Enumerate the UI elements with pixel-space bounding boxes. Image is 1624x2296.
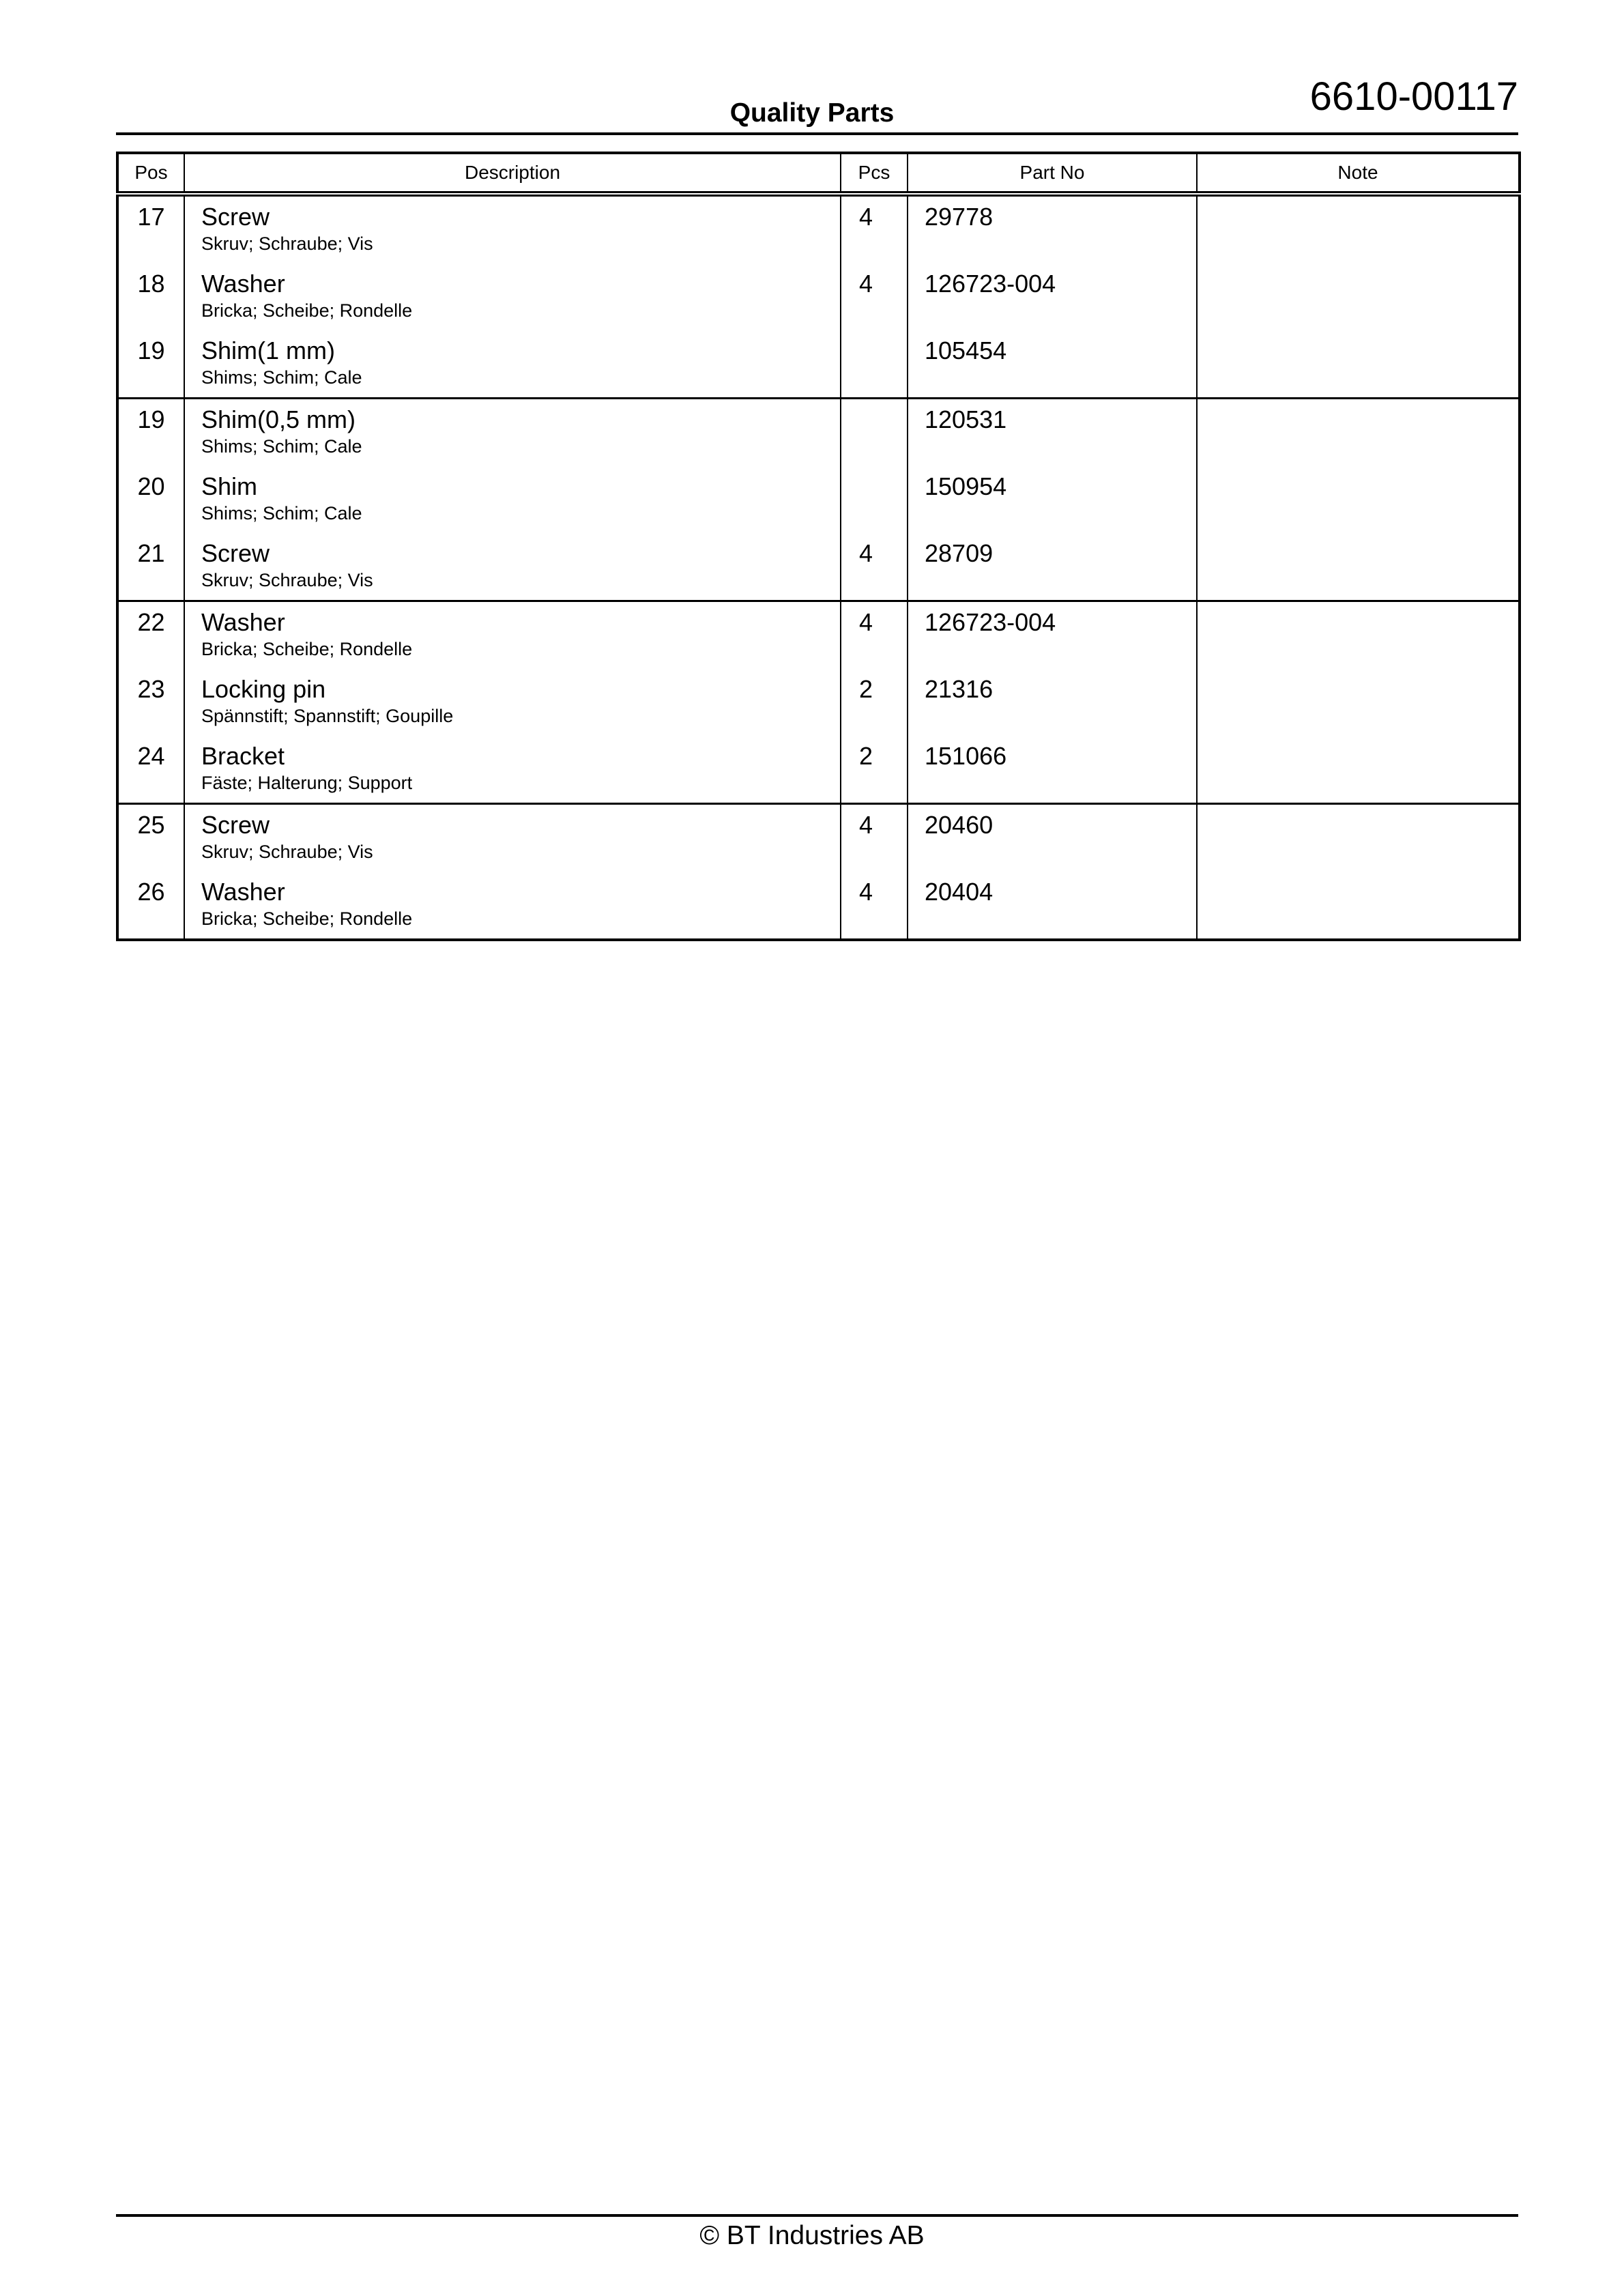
- description-text: Bracket: [201, 742, 285, 770]
- description-text: Shim(1 mm): [201, 336, 335, 364]
- table-row: [117, 399, 1520, 467]
- pcs-cell: [841, 466, 908, 533]
- part-number-cell: 151066: [908, 736, 1197, 804]
- document-number: 6610-00117: [1309, 74, 1518, 119]
- note-cell: [1197, 194, 1520, 263]
- description-translations: Bricka; Scheibe; Rondelle: [201, 908, 413, 929]
- table-row: [117, 804, 1520, 872]
- column-header-note: Note: [1197, 153, 1520, 194]
- description-text: Screw: [201, 539, 270, 567]
- description-cell: [184, 263, 841, 330]
- pcs-cell: 4: [841, 194, 908, 263]
- note-cell: [1197, 263, 1520, 330]
- pcs-cell: 4: [841, 601, 908, 670]
- part-number-cell: 120531: [908, 399, 1197, 467]
- pcs-cell: 4: [841, 804, 908, 872]
- table-row: [117, 466, 1520, 533]
- pcs-cell: [841, 330, 908, 399]
- note-cell: [1197, 669, 1520, 736]
- description-translations: Bricka; Scheibe; Rondelle: [201, 300, 413, 321]
- description-cell: [184, 804, 841, 872]
- description-cell: [184, 601, 841, 670]
- footer-copyright: © BT Industries AB: [699, 2221, 925, 2250]
- description-translations: Shims; Schim; Cale: [201, 436, 362, 457]
- pos-cell: 25: [117, 804, 184, 872]
- pos-cell: 19: [117, 330, 184, 399]
- column-header-description: Description: [184, 153, 841, 194]
- description-cell: [184, 466, 841, 533]
- note-cell: [1197, 399, 1520, 467]
- note-cell: [1197, 872, 1520, 940]
- column-header-pcs: Pcs: [841, 153, 908, 194]
- pos-cell: 24: [117, 736, 184, 804]
- table-row: [117, 601, 1520, 670]
- table-row: [117, 736, 1520, 804]
- table-row: [117, 194, 1520, 263]
- description-text: Shim: [201, 472, 258, 500]
- description-translations: Skruv; Schraube; Vis: [201, 570, 373, 590]
- pos-cell: 19: [117, 399, 184, 467]
- table-row: [117, 330, 1520, 399]
- description-translations: Bricka; Scheibe; Rondelle: [201, 639, 413, 659]
- note-cell: [1197, 330, 1520, 399]
- footer-divider: [116, 2214, 1518, 2217]
- description-translations: Spännstift; Spannstift; Goupille: [201, 706, 454, 726]
- part-number-cell: 29778: [908, 194, 1197, 263]
- part-number-cell: 28709: [908, 533, 1197, 601]
- description-cell: [184, 194, 841, 263]
- parts-table: [116, 152, 1521, 941]
- pcs-cell: 4: [841, 263, 908, 330]
- description-text: Washer: [201, 878, 285, 906]
- pcs-cell: 4: [841, 872, 908, 940]
- part-number-cell: 126723-004: [908, 263, 1197, 330]
- pos-cell: 17: [117, 194, 184, 263]
- description-cell: [184, 533, 841, 601]
- pos-cell: 22: [117, 601, 184, 670]
- table-row: [117, 669, 1520, 736]
- pos-cell: 20: [117, 466, 184, 533]
- note-cell: [1197, 736, 1520, 804]
- table-row: [117, 872, 1520, 940]
- part-number-cell: 20460: [908, 804, 1197, 872]
- pos-cell: 21: [117, 533, 184, 601]
- pcs-cell: 4: [841, 533, 908, 601]
- table-row: [117, 263, 1520, 330]
- part-number-cell: 126723-004: [908, 601, 1197, 670]
- description-text: Screw: [201, 203, 270, 231]
- description-translations: Skruv; Schraube; Vis: [201, 233, 373, 254]
- description-translations: Skruv; Schraube; Vis: [201, 842, 373, 862]
- part-number-cell: 21316: [908, 669, 1197, 736]
- description-text: Shim(0,5 mm): [201, 405, 356, 433]
- description-cell: [184, 399, 841, 467]
- part-number-cell: 20404: [908, 872, 1197, 940]
- pos-cell: 18: [117, 263, 184, 330]
- description-text: Screw: [201, 811, 270, 839]
- description-text: Washer: [201, 270, 285, 298]
- table-header-row: [117, 153, 1520, 194]
- pos-cell: 23: [117, 669, 184, 736]
- pcs-cell: [841, 399, 908, 467]
- note-cell: [1197, 533, 1520, 601]
- pcs-cell: 2: [841, 736, 908, 804]
- description-text: Locking pin: [201, 675, 326, 703]
- description-cell: [184, 872, 841, 940]
- description-cell: [184, 669, 841, 736]
- pcs-cell: 2: [841, 669, 908, 736]
- part-number-cell: 150954: [908, 466, 1197, 533]
- header-divider: [116, 132, 1518, 135]
- part-number-cell: 105454: [908, 330, 1197, 399]
- description-translations: Shims; Schim; Cale: [201, 503, 362, 523]
- description-text: Washer: [201, 608, 285, 636]
- note-cell: [1197, 466, 1520, 533]
- note-cell: [1197, 804, 1520, 872]
- description-translations: Fäste; Halterung; Support: [201, 773, 413, 793]
- pos-cell: 26: [117, 872, 184, 940]
- column-header-part-no: Part No: [908, 153, 1197, 194]
- note-cell: [1197, 601, 1520, 670]
- column-header-pos: Pos: [117, 153, 184, 194]
- table-row: [117, 533, 1520, 601]
- description-translations: Shims; Schim; Cale: [201, 367, 362, 388]
- page-title: Quality Parts: [729, 98, 895, 128]
- description-cell: [184, 330, 841, 399]
- description-cell: [184, 736, 841, 804]
